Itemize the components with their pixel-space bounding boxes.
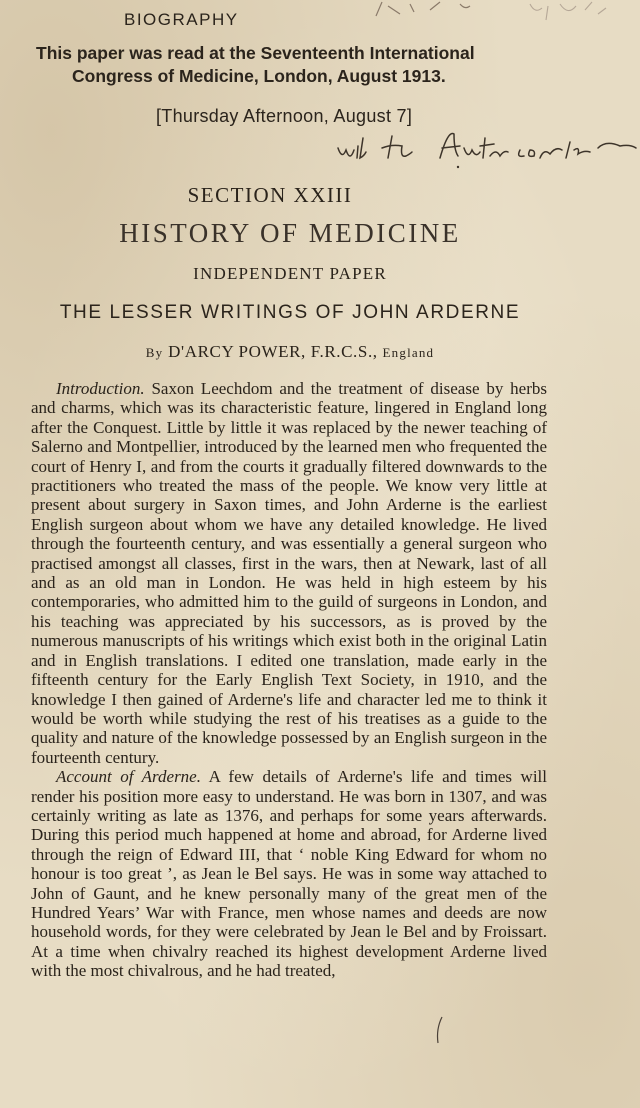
author-line: [0, 342, 580, 362]
pencil-mark: [430, 1015, 450, 1045]
paragraph-text-account: A few details of Arderne's life and times will render his position more easy to understand. He was born in 1307, and was certainly writing as late as 1376, and perhaps for some years afterwards. During this period much happened at home and abroad, for Arderne lived through the reign of Edward III, that ‘ noble King Edward for whom no honour is too great ’, as Jean le Bel says. He was in some way attached to John of Gaunt, and he knew personally many of the great men of the Hundred Years’ War with France, men whose names and deeds are now household words, for they were celebrated by Jean le Bel and by Froissart. At a time when chivalry reached its highest development Arderne lived with the most chivalrous, and he had treated,: [31, 767, 548, 981]
category-label: BIOGRAPHY: [124, 10, 239, 29]
session-date: [Thursday Afternoon, August 7]: [156, 106, 413, 126]
congress-note-line1: This paper was read at the Seventeenth International: [36, 43, 475, 63]
paper-type: INDEPENDENT PAPER: [193, 264, 387, 283]
section-subject: HISTORY OF MEDICINE: [119, 218, 461, 248]
author-country: England: [382, 345, 435, 360]
author-by: By: [145, 345, 164, 360]
author-name: D'ARCY POWER,: [168, 342, 306, 361]
paper-title: THE LESSER WRITINGS OF JOHN ARDERNE: [59, 302, 521, 323]
section-number: SECTION XXIII: [187, 183, 353, 207]
pencil-scribble-top: [370, 0, 620, 40]
paragraph-lead-account: Account of Arderne.: [56, 767, 201, 787]
paragraph-introduction: [31, 379, 547, 767]
handwritten-inscription: [330, 120, 640, 175]
paragraph-text-introduction: Saxon Leechdom and the treatment of disease by herbs and charms, which was its characteristic feature, lingered in England long after the Conquest. Little by little it was replaced by the newer teaching of Salerno and Montpellier, introduced by the learned men who frequented the court of Henry I, and from the courts it gradually filtered downwards to the practitioners who treated the mass of the people. We know very little at present about surgery in Saxon times, and John Arderne is the earliest English surgeon about whom we have any detailed knowledge. He lived through the fourteenth century, and was essentially a general surgeon who practised amongst all classes, first in the wars, then at Newark, last of all and as an old man in London. He was held in high esteem by his contemporaries, who admitted him to the guild of surgeons in London, and his teaching was appreciated by his successors, as is proved by the numerous manuscripts of his writings which exist both in the original Latin and in English translations. I edited one translation, made early in the fifteenth century for the Early English Text Society, in 1910, and the knowledge I then gained of Arderne's life and character led me to think it would be worth while studying the rest of his treatises as a guide to the quality and nature of the knowledge possessed by an English surgeon in the fourteenth century.: [31, 379, 547, 767]
body-text: [31, 379, 547, 981]
congress-note-line2: Congress of Medicine, London, August 1913.: [72, 66, 446, 86]
congress-note: [36, 42, 536, 88]
paragraph-lead-introduction: Introduction.: [56, 379, 145, 398]
paragraph-account: [31, 767, 547, 980]
author-degree: F.R.C.S.,: [310, 342, 378, 361]
